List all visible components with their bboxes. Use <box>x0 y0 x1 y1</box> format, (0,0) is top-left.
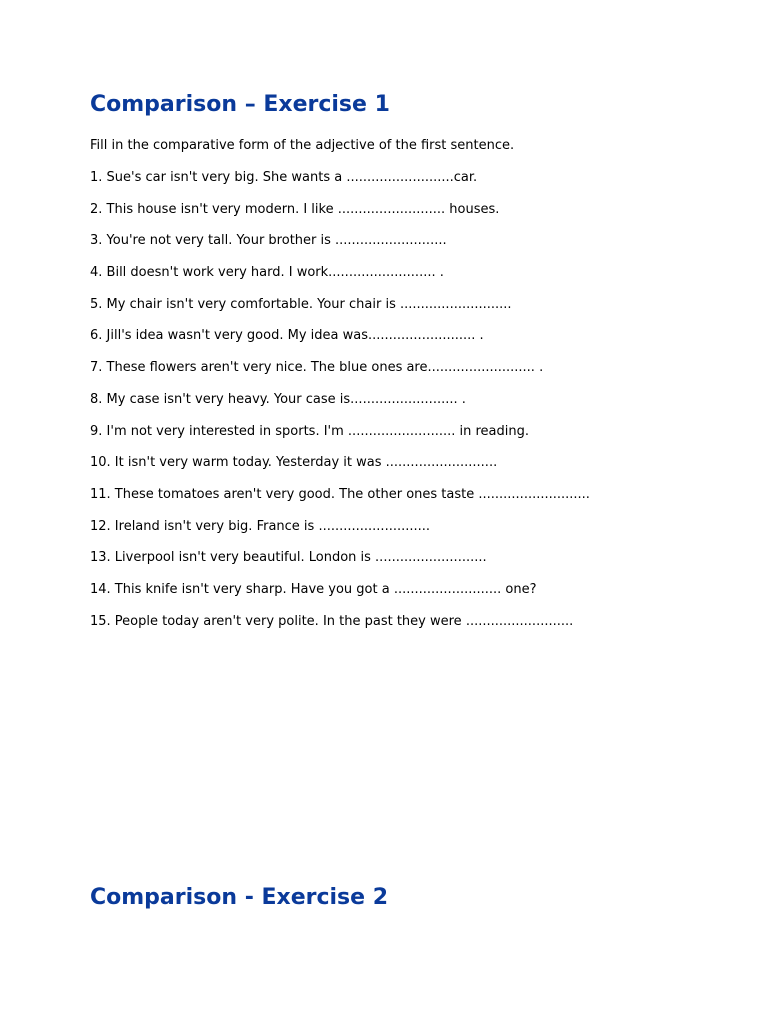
exercise-item: 10. It isn't very warm today. Yesterday it was ........................... <box>90 455 498 471</box>
exercise-item: 7. These flowers aren't very nice. The blue ones are.......................... . <box>90 360 544 376</box>
exercise-1-instructions: Fill in the comparative form of the adjective of the first sentence. <box>90 138 515 153</box>
exercise-1-items <box>90 169 590 644</box>
exercise-item: 1. Sue's car isn't very big. She wants a ..........................car. <box>90 170 478 185</box>
exercise-item: 3. You're not very tall. Your brother is ........................... <box>90 233 447 249</box>
exercise-item: 5. My chair isn't very comfortable. Your chair is ........................... <box>90 296 512 312</box>
exercise-item: 11. These tomatoes aren't very good. The other ones taste ........................... <box>90 486 590 502</box>
exercise-item: 4. Bill doesn't work very hard. I work.......................... . <box>90 265 444 281</box>
exercise-1-title: Comparison – Exercise 1 <box>90 92 390 117</box>
exercise-item: 6. Jill's idea wasn't very good. My idea was.......................... . <box>90 328 484 344</box>
exercise-item: 15. People today aren't very polite. In the past they were .......................... <box>90 613 574 629</box>
exercise-item: 2. This house isn't very modern. I like .......................... houses. <box>90 201 500 217</box>
exercise-item: 8. My case isn't very heavy. Your case is.......................... . <box>90 391 466 407</box>
exercise-item: 14. This knife isn't very sharp. Have you got a .......................... one? <box>90 581 537 597</box>
exercise-item: 12. Ireland isn't very big. France is ........................... <box>90 518 431 534</box>
exercise-2-title: Comparison - Exercise 2 <box>90 885 389 910</box>
exercise-item: 13. Liverpool isn't very beautiful. London is ........................... <box>90 550 487 566</box>
exercise-item: 9. I'm not very interested in sports. I'm .......................... in reading. <box>90 423 529 439</box>
